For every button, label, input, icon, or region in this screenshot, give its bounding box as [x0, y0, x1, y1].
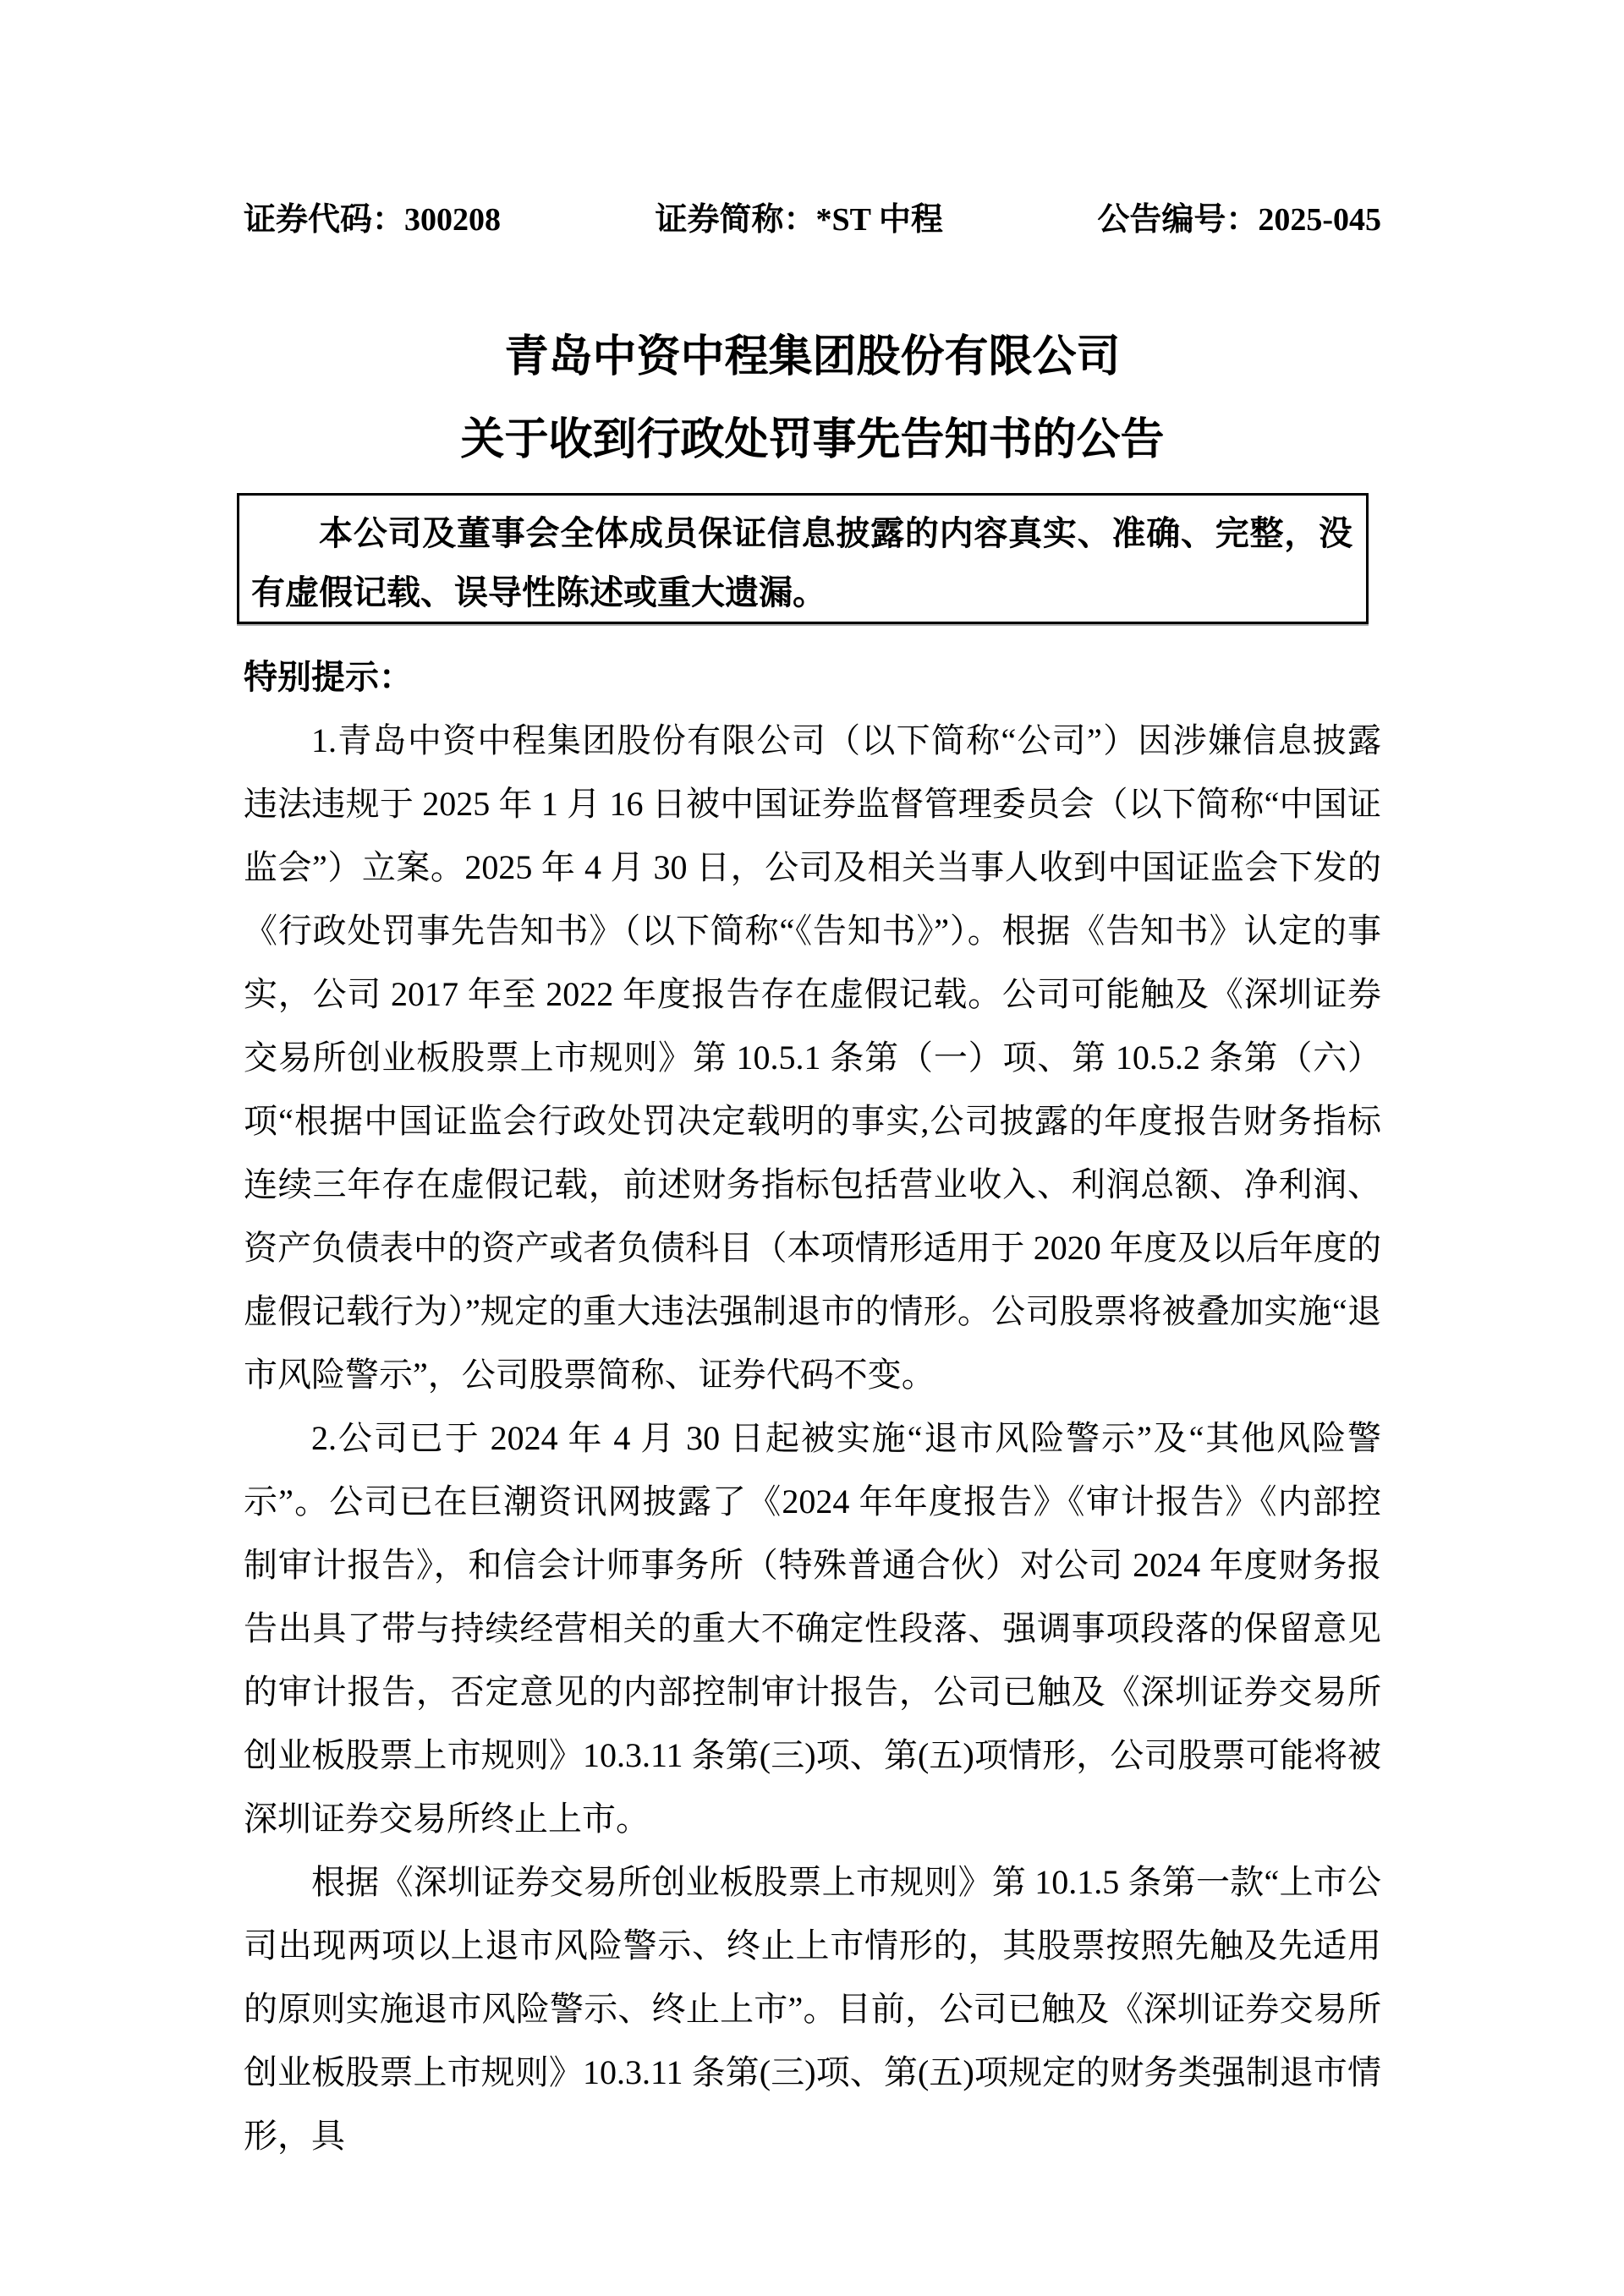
special-notice-heading: 特别提示： [244, 658, 413, 696]
document-header-row [244, 201, 1381, 240]
stock-short-name-label: 证券简称：*ST 中程 [655, 202, 943, 238]
announcement-subject-title: 关于收到行政处罚事先告知书的公告 [460, 416, 1165, 464]
stock-code-label: 证券代码：300208 [244, 202, 502, 238]
document-title-block [244, 332, 1381, 467]
body-paragraphs [244, 709, 1381, 2167]
body-paragraph: 根据《深圳证券交易所创业板股票上市规则》第 10.1.5 条第一款“上市公司出现两项以上退市风险警示、终止上市情形的，其股票按照先触及先适用的原则实施退市风险警示、终止上市”。目前，公司已触及《深圳证券交易所创业板股票上市规则》10.3.11 条第(三)项、第(五)项规定的财务类强制退市情形，具 [244, 1863, 1381, 2155]
board-statement-box: 本公司及董事会全体成员保证信息披露的内容真实、准确、完整，没有虚假记载、误导性陈述或重大遗漏。 [237, 493, 1369, 624]
company-name-title: 青岛中资中程集团股份有限公司 [504, 333, 1121, 381]
document-body [244, 645, 1381, 2167]
announcement-number-label: 公告编号：2025-045 [1097, 202, 1381, 238]
body-paragraph: 2.公司已于 2024 年 4 月 30 日起被实施“退市风险警示”及“其他风险警示”。公司已在巨潮资讯网披露了《2024 年年度报告》《审计报告》《内部控制审计报告》，和信会计师事务所（特殊普通合伙）对公司 2024 年度财务报告出具了带与持续经营相关的重大不确定性段落、强调事项段落的保留意见的审计报告，否定意见的内部控制审计报告，公司已触及《深圳证券交易所创业板股票上市规则》10.3.11 条第(三)项、第(五)项情形，公司股票可能将被深圳证券交易所终止上市。 [244, 1419, 1381, 1838]
body-paragraph: 1.青岛中资中程集团股份有限公司（以下简称“公司”）因涉嫌信息披露违法违规于 2025 年 1 月 16 日被中国证券监督管理委员会（以下简称“中国证监会”）立案。2025 年 4 月 30 日，公司及相关当事人收到中国证监会下发的《行政处罚事先告知书》（以下简称“《告知书》”）。根据《告知书》认定的事实，公司 2017 年至 2022 年度报告存在虚假记载。公司可能触及《深圳证券交易所创业板股票上市规则》第 10.5.1 条第（一）项、第 10.5.2 条第（六）项“根据中国证监会行政处罚决定载明的事实,公司披露的年度报告财务指标连续三年存在虚假记载，前述财务指标包括营业收入、利润总额、净利润、资产负债表中的资产或者负债科目（本项情形适用于 2020 年度及以后年度的虚假记载行为）”规定的重大违法强制退市的情形。公司股票将被叠加实施“退市风险警示”，公司股票简称、证券代码不变。 [244, 721, 1381, 1394]
